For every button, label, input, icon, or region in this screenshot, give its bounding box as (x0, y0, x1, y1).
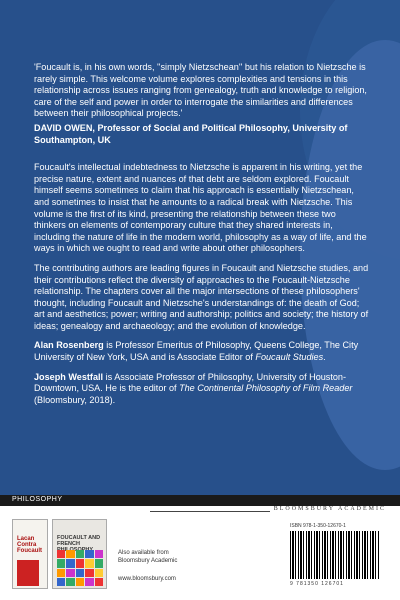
cover-footer (0, 495, 400, 600)
related-book-title-1: Lacan Contra Foucault (17, 536, 42, 554)
barcode-digits: 9 781350 126701 (290, 581, 344, 587)
also-line-2: Bloomsbury Academic (118, 557, 178, 564)
editor-bio-text: is Associate Professor of Philosophy, University of Houston-Downtown, USA. He is the editor of (34, 371, 347, 394)
also-line-1: Also available from (118, 550, 169, 556)
endorsement-quote: 'Foucault is, in his own words, ''simply Nietzschean'' but his relation to Nietzsche is rarely simple. This welcome volume explores complexities and tensions in this relationship across issues ranging from genealogy, truth and knowledge to religion, care of the self and power in order to interrogate the similarities and differences between their philosophical projects.' (34, 62, 367, 119)
related-book-cover-1 (12, 519, 48, 589)
editor-bio-text: is Professor Emeritus of Philosophy, Queens College, The City University of New York, USA and is Associate Editor of (34, 340, 359, 363)
editor-bio-end: (Bloomsbury, 2018). (34, 394, 116, 405)
editor-bio-italic: The Continental Philosophy of Film Reader (179, 383, 353, 394)
endorsement-attribution: DAVID OWEN, Professor of Social and Political Philosophy, University of Southampton, UK (34, 122, 348, 145)
book-cover-pattern (57, 550, 103, 586)
category-bar (0, 495, 400, 506)
editor-bio-rosenberg (34, 340, 369, 363)
isbn-text: ISBN 978-1-350-12670-1 (290, 523, 346, 529)
publisher-website: www.bloomsbury.com (118, 576, 176, 582)
related-book-title-2: FOUCAULT AND FRENCH (57, 535, 101, 547)
editor-bio-end: . (323, 352, 326, 363)
editor-name: Alan Rosenberg (34, 340, 104, 351)
category-label: PHILOSOPHY (12, 496, 63, 503)
related-book-cover-2 (52, 519, 107, 589)
editor-bio-westfall (34, 372, 369, 407)
back-cover-text (34, 62, 369, 414)
publisher-name: BLOOMSBURY ACADEMIC (270, 506, 386, 512)
also-available-text (118, 550, 177, 565)
barcode (290, 531, 380, 579)
editor-name: Joseph Westfall (34, 371, 104, 382)
editor-bio-italic: Foucault Studies (255, 352, 324, 363)
description-paragraph-2: The contributing authors are leading figures in Foucault and Nietzsche studies, and their contributions reflect the diversity of approaches to the Foucault-Nietzsche relationship. The chapters cover all the major intersections of these philosophers' thought, including Foucault and Nietzsche's understandings of: the death of God; art and aesthetics; power; writing and authorship; politics and society; the history of ideas; genealogy and archaeology; and the evolution of knowledge. (34, 262, 369, 331)
description-paragraph-1: Foucault's intellectual indebtedness to Nietzsche is apparent in his writing, yet the precise nature, extent and nuances of that debt are seldom explored. Foucault himself seems sometimes to claim that his approach is essentially Nietzschean, and sometimes to insist that he amounts to a radical break with Nietzsche. This volume is the first of its kind, presenting the relationship between these two thinkers on elements of contemporary culture that they shared interests in, including the nature of life in the modern world, philosophy as a way of life, and the ways in which we ought to read and write about other philosophers. (34, 162, 367, 254)
book-cover-art (17, 560, 39, 586)
